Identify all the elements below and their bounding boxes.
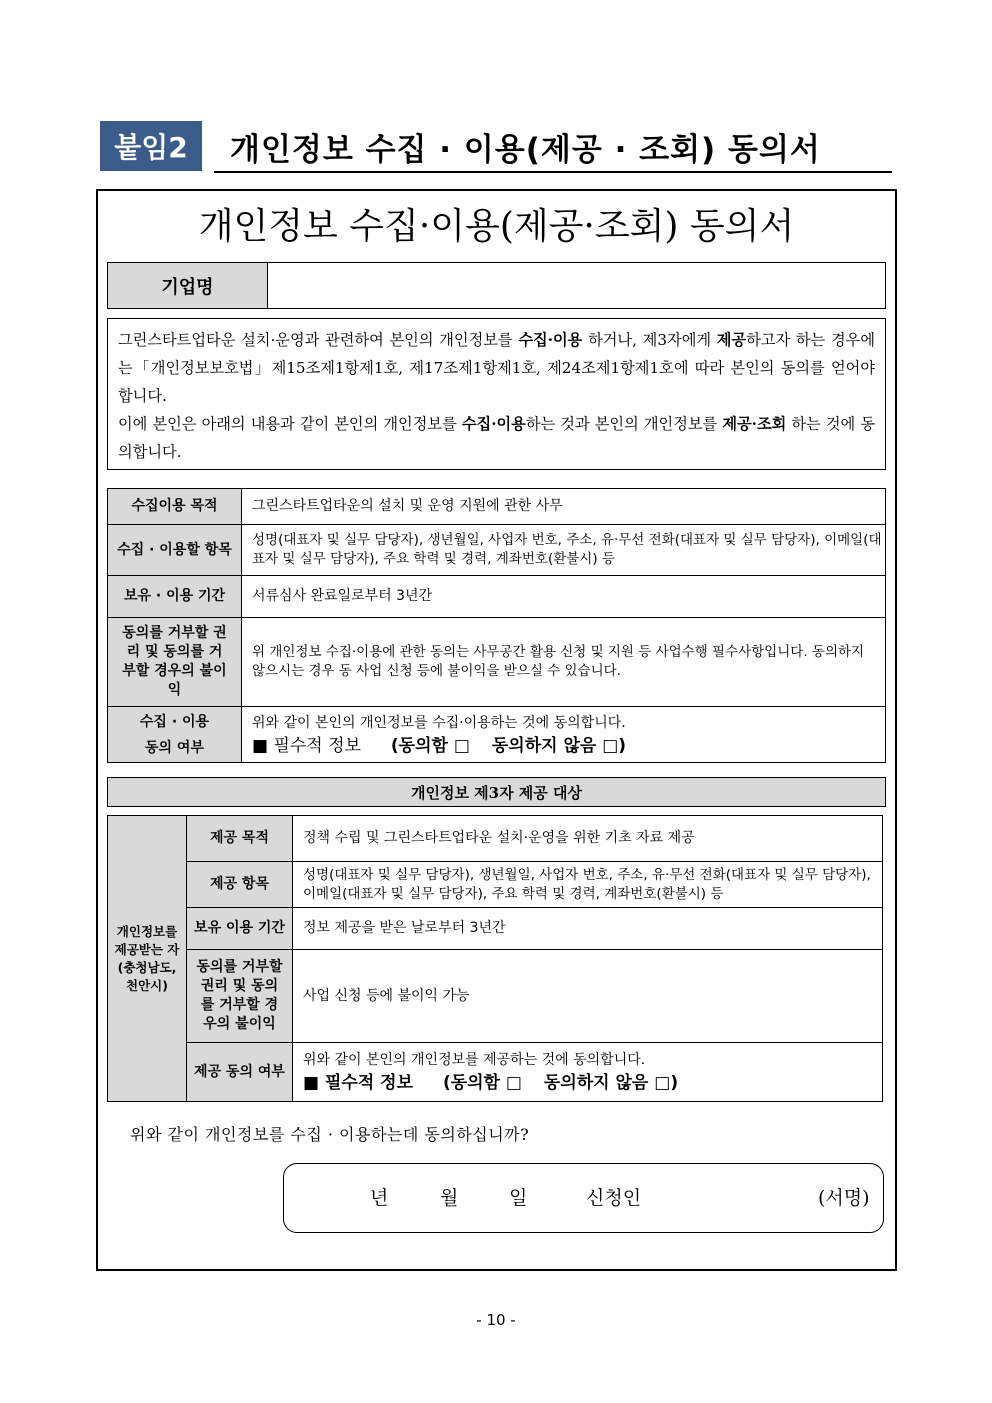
- provide-refuse-value: 사업 신청 등에 불이익 가능: [292, 949, 883, 1043]
- collect-items-value: 성명(대표자 및 실무 담당자), 생년월일, 사업자 번호, 주소, 유·무선 전화(대표자 및 실무 담당자), 이메일(대표자 및 실무 담당자), 주요 학력 및 경력, 계좌번호(환불시) 등: [241, 524, 886, 576]
- collect-agree-checkbox[interactable]: (동의함 □: [390, 735, 470, 756]
- provide-consent-text: 위와 같이 본인의 개인정보를 제공하는 것에 동의합니다.: [303, 1052, 646, 1068]
- page-number: - 10 -: [476, 1311, 516, 1329]
- collect-purpose-label: 수집이용 목적: [107, 488, 242, 525]
- provide-required-info: ■ 필수적 정보: [303, 1073, 414, 1093]
- provide-agree-checkbox[interactable]: (동의함 □: [442, 1073, 522, 1093]
- attachment-badge: 붙임2: [100, 121, 202, 171]
- provide-period-value: 정보 제공을 받은 날로부터 3년간: [292, 907, 883, 950]
- provide-consent-label: 제공 동의 여부: [186, 1042, 293, 1102]
- signature-year: 년: [370, 1187, 389, 1209]
- provide-purpose-value: 정책 수립 및 그린스타트업타운 설치·운영을 위한 기초 자료 제공: [292, 815, 883, 862]
- intro-paragraph-1: 그린스타트업타운 설치·운영과 관련하여 본인의 개인정보를 수집·이용 하거나, 제3자에게 제공하고자 하는 경우에는「개인정보보호법」제15조제1항제1호, 제17조제1항제1호, 제24조제1항제1호에 따라 본인의 동의를 얻어야 합니다.: [118, 331, 875, 405]
- signature-mark: (서명): [818, 1187, 870, 1209]
- collect-items-label: 수집 · 이용할 항목: [107, 524, 242, 576]
- provide-items-label: 제공 항목: [186, 861, 293, 908]
- collect-period-value: 서류심사 완료일로부터 3년간: [241, 575, 886, 618]
- recipient-label: 개인정보를 제공받는 자 (충청남도, 천안시): [107, 815, 187, 1102]
- collect-period-label: 보유 · 이용 기간: [107, 575, 242, 618]
- collect-consent-options: [252, 737, 626, 756]
- provide-items-value: 성명(대표자 및 실무 담당자), 생년월일, 사업자 번호, 주소, 유·무선 전화(대표자 및 실무 담당자), 이메일(대표자 및 실무 담당자), 주요 학력 및 경력, 계좌번호(환불시) 등: [292, 861, 883, 908]
- provide-period-label: 보유 이용 기간: [186, 907, 293, 950]
- collect-consent-text: 위와 같이 본인의 개인정보를 수집·이용하는 것에 동의합니다.: [252, 714, 626, 731]
- signature-applicant: 신청인: [586, 1187, 642, 1209]
- signature-month: 월: [440, 1187, 459, 1209]
- provide-consent-value: [292, 1042, 883, 1102]
- provide-refuse-label: 동의를 거부할 권리 및 동의를 거부할 경우의 불이익: [186, 949, 293, 1043]
- intro-paragraph-2: 이에 본인은 아래의 내용과 같이 본인의 개인정보를 수집·이용하는 것과 본인의 개인정보를 제공·조회 하는 것에 동의합니다.: [118, 415, 876, 461]
- collect-consent-label: 수집 · 이용 동의 여부: [107, 706, 242, 763]
- third-party-section-title: 개인정보 제3자 제공 대상: [107, 777, 886, 807]
- provide-purpose-label: 제공 목적: [186, 815, 293, 862]
- collect-disagree-checkbox[interactable]: 동의하지 않음 □): [491, 735, 627, 756]
- form-title: 개인정보 수집·이용(제공·조회) 동의서: [198, 206, 795, 247]
- company-name-field[interactable]: [267, 262, 886, 309]
- title-underline: [214, 171, 892, 173]
- provide-consent-options: [303, 1074, 678, 1093]
- consent-question: 위와 같이 개인정보를 수집 · 이용하는데 동의하십니까?: [130, 1125, 530, 1144]
- collect-purpose-value: 그린스타트업타운의 설치 및 운영 지원에 관한 사무: [241, 488, 886, 525]
- company-name-label: 기업명: [107, 262, 268, 309]
- intro-paragraph: [107, 318, 886, 470]
- signature-day: 일: [509, 1187, 528, 1209]
- collect-refuse-value: 위 개인정보 수집·이용에 관한 동의는 사무공간 활용 신청 및 지원 등 사업수행 필수사항입니다. 동의하지 않으시는 경우 동 사업 신청 등에 불이익을 받으실 수 있습니다.: [241, 617, 886, 707]
- collect-required-info: ■ 필수적 정보: [252, 735, 361, 756]
- provide-disagree-checkbox[interactable]: 동의하지 않음 □): [543, 1073, 679, 1093]
- page-title: 개인정보 수집 · 이용(제공 · 조회) 동의서: [230, 132, 821, 168]
- collect-consent-value: [241, 706, 886, 763]
- collect-refuse-label: 동의를 거부할 권리 및 동의를 거부할 경우의 불이익: [107, 617, 242, 707]
